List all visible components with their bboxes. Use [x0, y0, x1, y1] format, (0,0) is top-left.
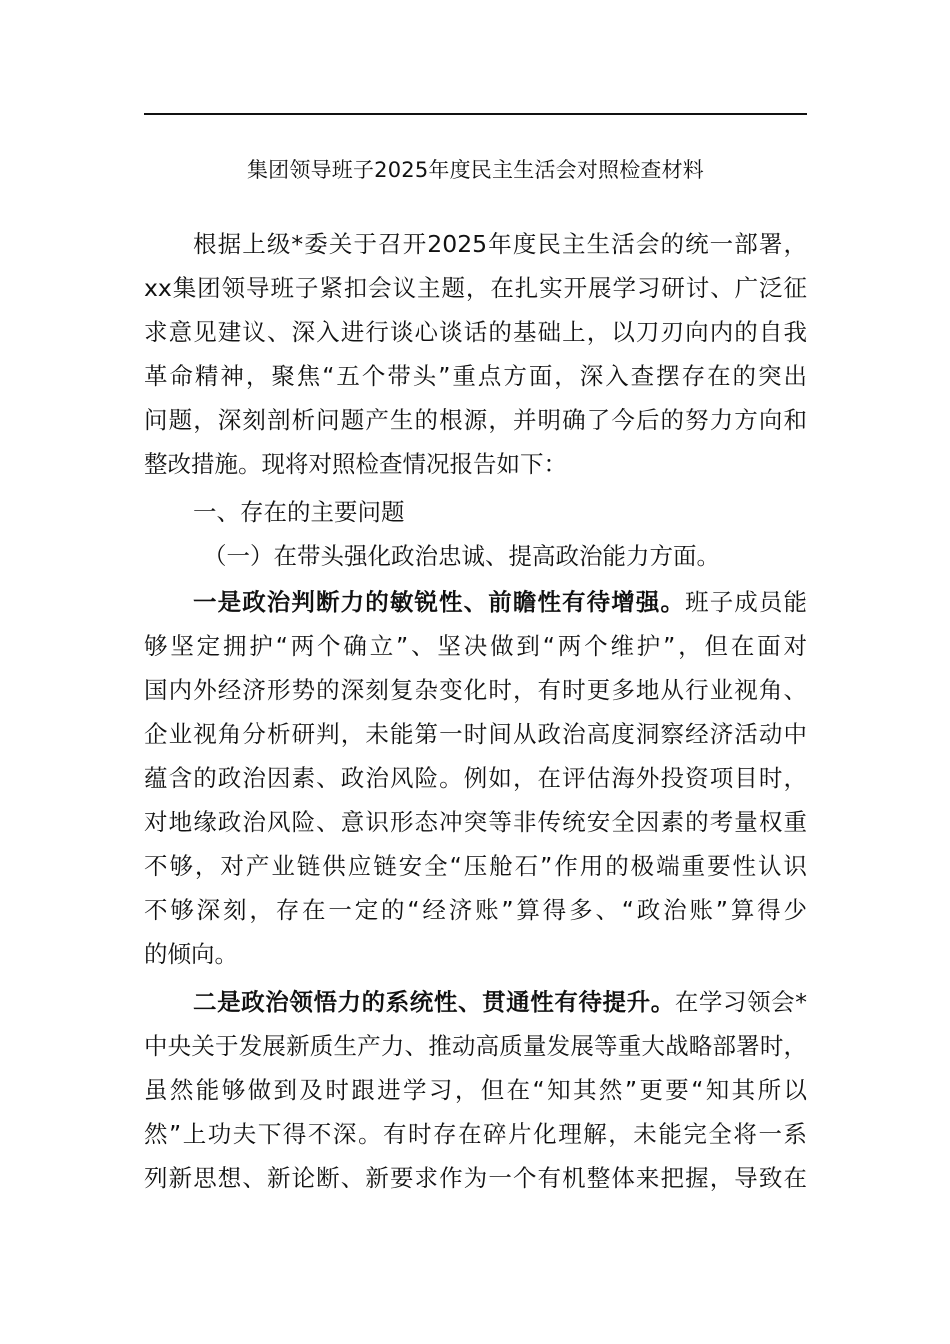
point1-first-line — [193, 580, 807, 624]
point2-line: 列新思想、新论断、新要求作为一个有机整体来把握，导致在 — [144, 1164, 807, 1192]
header-rule — [144, 113, 807, 115]
intro-line-1: 根据上级*委关于召开2025年度民主生活会的统一部署， — [193, 230, 807, 258]
subsection-heading: （一）在带头强化政治忠诚、提高政治能力方面。 — [203, 542, 720, 570]
point2-line: 虽然能够做到及时跟进学习，但在“知其然”更要“知其所以 — [144, 1076, 807, 1104]
point2-first-rest: 在学习领会* — [674, 988, 807, 1016]
point1-line: 对地缘政治风险、意识形态冲突等非传统安全因素的考量权重 — [144, 808, 807, 836]
point1-line: 不够，对产业链供应链安全“压舱石”作用的极端重要性认识 — [144, 852, 807, 880]
point2-line: 中央关于发展新质生产力、推动高质量发展等重大战略部署时， — [144, 1032, 807, 1060]
point2-lead: 二是政治领悟力的系统性、贯通性有待提升。 — [193, 988, 675, 1016]
point1-first-rest: 班子成员能 — [685, 588, 807, 616]
intro-line-2: xx集团领导班子紧扣会议主题，在扎实开展学习研讨、广泛征 — [144, 274, 807, 302]
point1-line: 企业视角分析研判，未能第一时间从政治高度洞察经济活动中 — [144, 720, 807, 748]
intro-line-6: 整改措施。现将对照检查情况报告如下： — [144, 450, 567, 478]
point1-line: 的倾向。 — [144, 940, 238, 968]
section-heading: 一、存在的主要问题 — [193, 498, 405, 526]
intro-line-5: 问题，深刻剖析问题产生的根源，并明确了今后的努力方向和 — [144, 406, 807, 434]
point1-line: 够坚定拥护“两个确立”、坚决做到“两个维护”，但在面对 — [144, 632, 807, 660]
intro-line-4: 革命精神，聚焦“五个带头”重点方面，深入查摆存在的突出 — [144, 362, 807, 390]
document-title: 集团领导班子2025年度民主生活会对照检查材料 — [246, 158, 705, 182]
point1-line: 蕴含的政治因素、政治风险。例如，在评估海外投资项目时， — [144, 764, 807, 792]
point2-first-line — [193, 980, 807, 1024]
point2-line: 然”上功夫下得不深。有时存在碎片化理解，未能完全将一系 — [144, 1120, 807, 1148]
point1-line: 不够深刻，存在一定的“经济账”算得多、“政治账”算得少 — [144, 896, 807, 924]
point1-line: 国内外经济形势的深刻复杂变化时，有时更多地从行业视角、 — [144, 676, 807, 704]
intro-line-3: 求意见建议、深入进行谈心谈话的基础上，以刀刃向内的自我 — [144, 318, 807, 346]
point1-lead: 一是政治判断力的敏锐性、前瞻性有待增强。 — [193, 588, 686, 616]
